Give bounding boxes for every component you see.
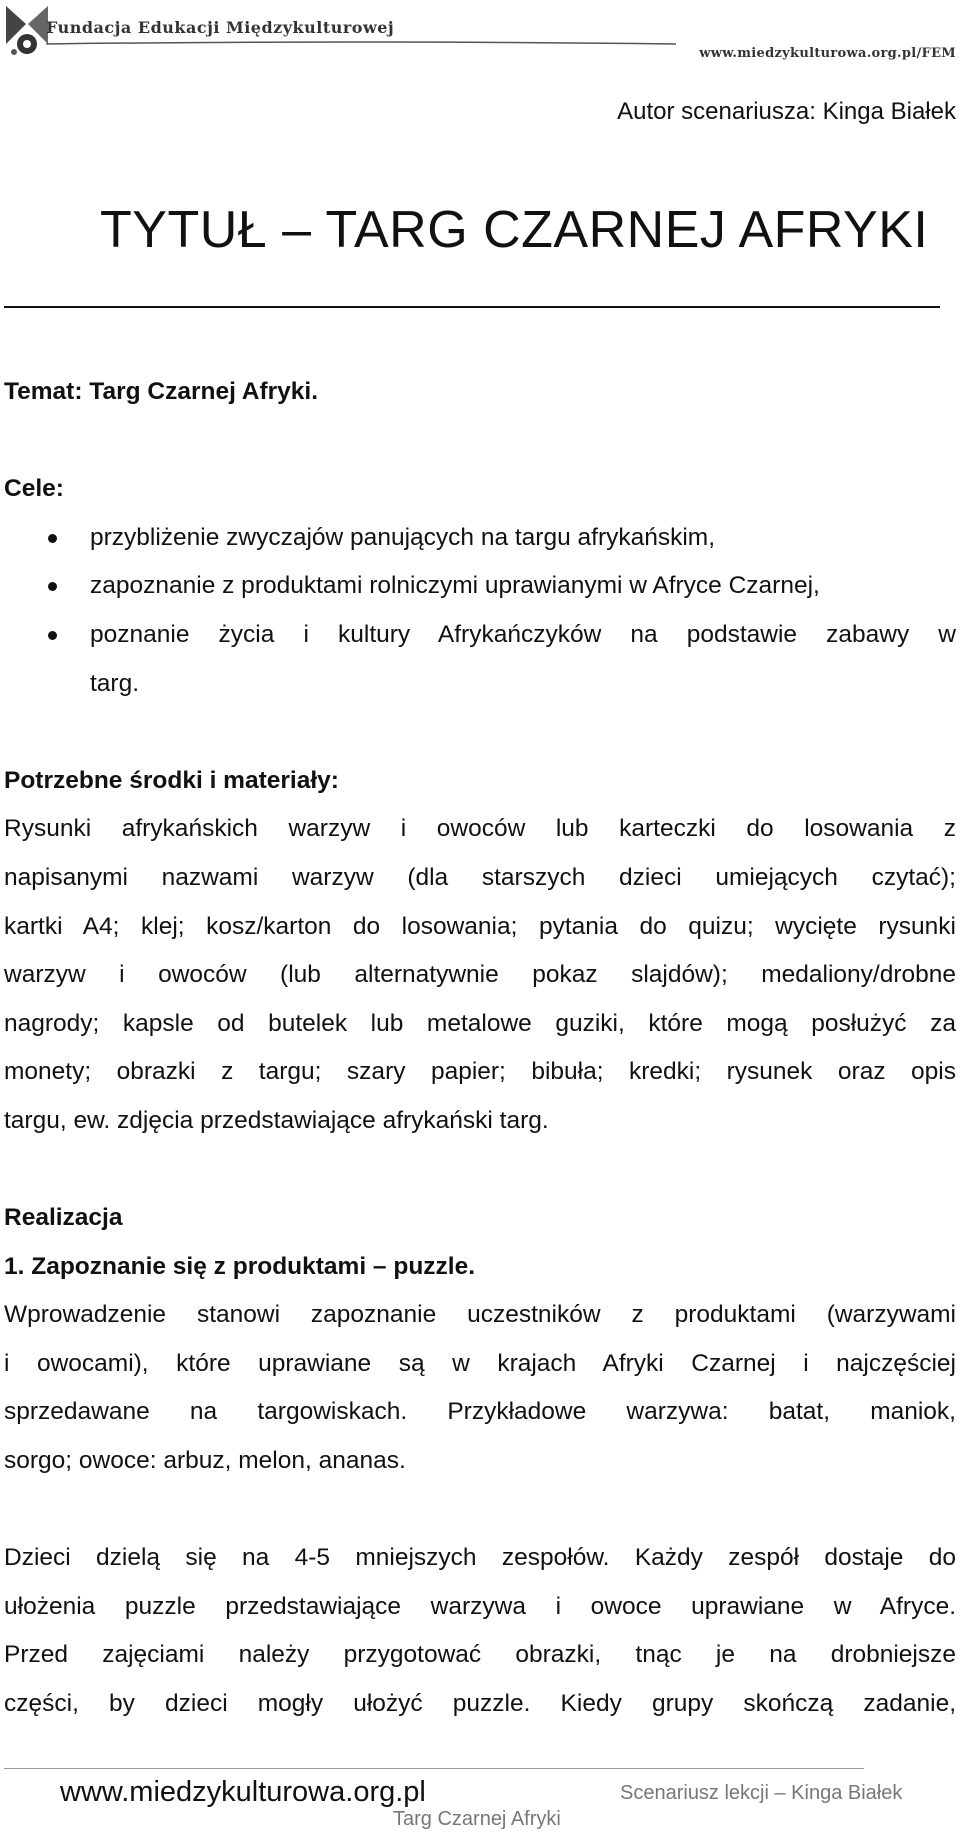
title-underline bbox=[4, 306, 940, 308]
organization-name: Fundacja Edukacji Międzykulturowej bbox=[46, 18, 395, 37]
paragraph-line: ułożenia puzzle przedstawiające warzywa i owoce uprawiane w Afryce. bbox=[4, 1592, 956, 1620]
paragraph-line: Dzieci dzielą się na 4-5 mniejszych zespołów. Każdy zespół dostaje do bbox=[4, 1544, 956, 1572]
footer-divider bbox=[4, 1768, 864, 1769]
organization-url: www.miedzykulturowa.org.pl/FEM bbox=[699, 46, 956, 61]
paragraph-line: sorgo; owoce: arbuz, melon, ananas. bbox=[4, 1447, 406, 1475]
paragraph-line: i owocami), które uprawiane są w krajach Afryki Czarnej i najczęściej bbox=[4, 1349, 956, 1377]
footer-author: Scenariusz lekcji – Kinga Białek bbox=[620, 1782, 903, 1804]
materials-line: targu, ew. zdjęcia przedstawiające afrykański targ. bbox=[4, 1106, 549, 1134]
materials-line: monety; obrazki z targu; szary papier; bibuła; kredki; rysunek oraz opis bbox=[4, 1058, 956, 1086]
paragraph-line: sprzedawane na targowiskach. Przykładowe warzywa: batat, maniok, bbox=[4, 1398, 956, 1426]
bullet-icon bbox=[48, 631, 57, 640]
materials-line: nagrody; kapsle od butelek lub metalowe guziki, które mogą posłużyć za bbox=[4, 1009, 956, 1037]
paragraph-line: części, by dzieci mogły ułożyć puzzle. Kiedy grupy skończą zadanie, bbox=[4, 1690, 956, 1718]
realization-heading: Realizacja bbox=[4, 1204, 123, 1232]
goal-item: poznanie życia i kultury Afrykańczyków na podstawie zabawy w bbox=[4, 611, 956, 660]
page-header bbox=[0, 0, 960, 64]
step-heading: 1. Zapoznanie się z produktami – puzzle. bbox=[4, 1252, 476, 1280]
materials-line: Rysunki afrykańskich warzyw i owoców lub karteczki do losowania z bbox=[4, 815, 956, 843]
paragraph-line: Przed zajęciami należy przygotować obrazki, tnąc je na drobniejsze bbox=[4, 1641, 956, 1669]
footer-url: www.miedzykulturowa.org.pl bbox=[60, 1776, 426, 1808]
document-title: TYTUŁ – TARG CZARNEJ AFRYKI bbox=[100, 201, 929, 259]
foundation-logo-icon bbox=[4, 4, 50, 58]
goal-item-continuation: targ. bbox=[90, 669, 140, 697]
topic-line: Temat: Targ Czarnej Afryki. bbox=[4, 378, 319, 405]
header-divider bbox=[46, 40, 676, 46]
materials-line: napisanymi nazwami warzyw (dla starszych dzieci umiejących czytać); bbox=[4, 863, 956, 891]
goals-heading: Cele: bbox=[4, 475, 64, 503]
materials-line: kartki A4; klej; kosz/karton do losowania; pytania do quizu; wycięte rysunki bbox=[4, 912, 956, 940]
materials-heading: Potrzebne środki i materiały: bbox=[4, 766, 339, 794]
bullet-icon bbox=[48, 582, 57, 591]
document-body bbox=[4, 368, 956, 1729]
footer-title: Targ Czarnej Afryki bbox=[393, 1808, 561, 1830]
materials-line: warzyw i owoców (lub alternatywnie pokaz slajdów); medaliony/drobne bbox=[4, 961, 956, 989]
paragraph-line: Wprowadzenie stanowi zapoznanie uczestników z produktami (warzywami bbox=[4, 1301, 956, 1329]
scenario-author: Autor scenariusza: Kinga Białek bbox=[617, 98, 956, 125]
goal-item: zapoznanie z produktami rolniczymi uprawianymi w Afryce Czarnej, bbox=[4, 562, 956, 611]
bullet-icon bbox=[48, 534, 57, 543]
goal-item: przybliżenie zwyczajów panujących na targu afrykańskim, bbox=[4, 514, 956, 563]
